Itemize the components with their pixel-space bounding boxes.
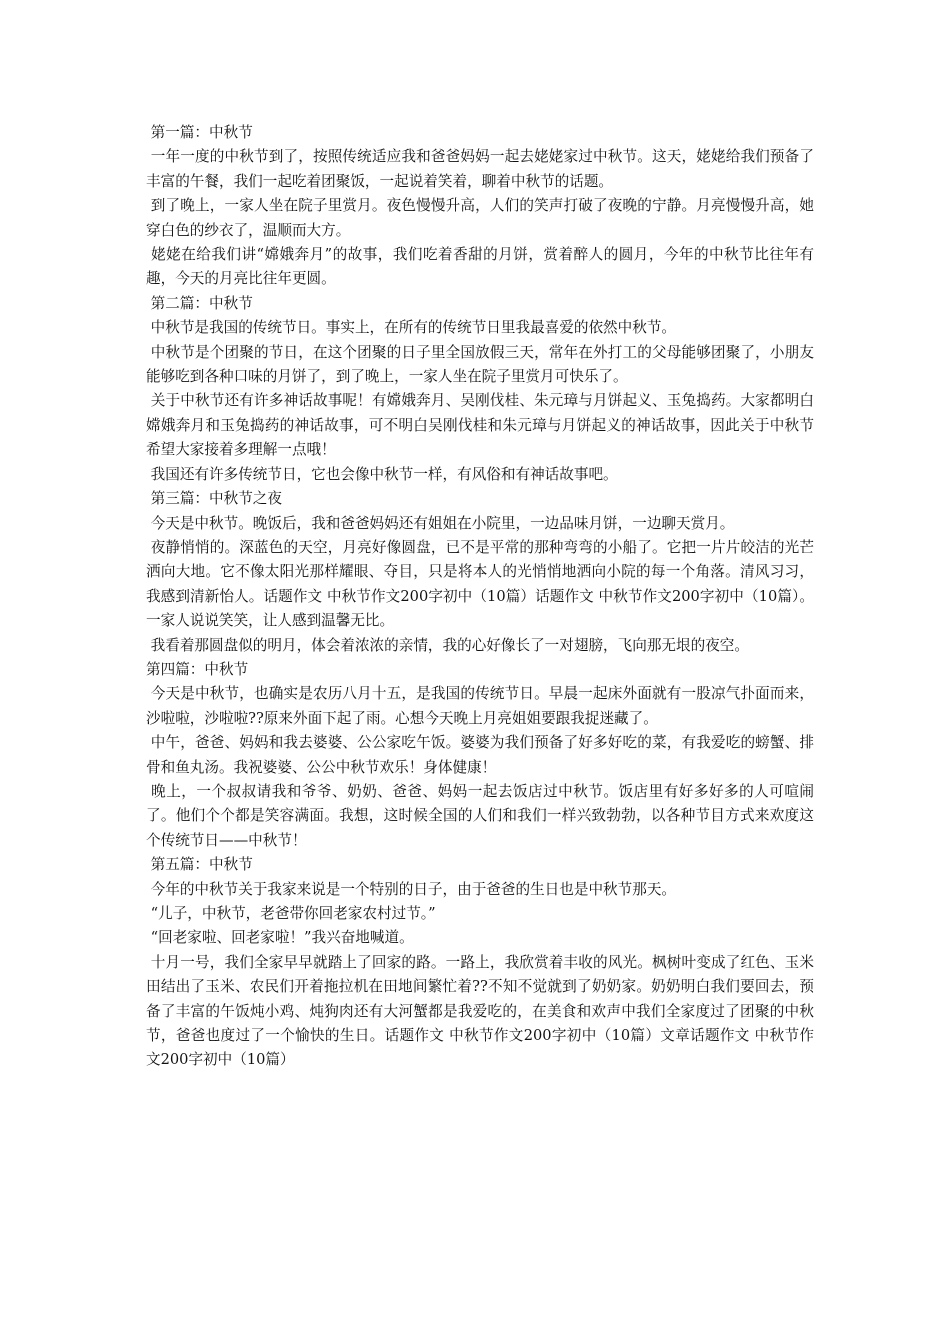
paragraph: 中秋节是个团聚的节日，在这个团聚的日子里全国放假三天，常年在外打工的父母能够团聚了，小朋友能够吃到各种口味的月饼了，到了晚上，一家人坐在院子里赏月可快乐了。	[146, 343, 814, 386]
paragraph: 我看着那圆盘似的明月，体会着浓浓的亲情，我的心好像长了一对翅膀，飞向那无垠的夜空。	[146, 636, 749, 654]
heading-essay-1: 第一篇：中秋节	[146, 124, 253, 141]
paragraph: 十月一号，我们全家早早就踏上了回家的路。一路上，我欣赏着丰收的风光。枫树叶变成了红色、玉米田结出了玉米、农民们开着拖拉机在田地间繁忙着??不知不觉就到了奶奶家。奶奶明白我们要回去，预备了丰富的午饭炖小鸡、炖狗肉还有大河蟹都是我爱吃的，在美食和欢声中我们全家度过了团聚的中秋节，爸爸也度过了一个愉快的生日。话题作文 中秋节作文200字初中（10篇）文章话题作文 中秋节作文200字初中（10篇）	[146, 953, 814, 1069]
paragraph: 中午，爸爸、妈妈和我去婆婆、公公家吃午饭。婆婆为我们预备了好多好吃的菜，有我爱吃的螃蟹、排骨和鱼丸汤。我祝婆婆、公公中秋节欢乐！身体健康！	[146, 734, 814, 776]
document-body	[146, 121, 814, 1073]
paragraph: 今年的中秋节关于我家来说是一个特别的日子，由于爸爸的生日也是中秋节那天。	[146, 880, 677, 898]
paragraph: 夜静悄悄的。深蓝色的天空，月亮好像圆盘，已不是平常的那种弯弯的小船了。它把一片片皎洁的光芒洒向大地。它不像太阳光那样耀眼、夺目，只是将本人的光悄悄地洒向小院的每一个角落。清风习习，我感到清新怡人。话题作文 中秋节作文200字初中（10篇）话题作文 中秋节作文200字初中（10篇）。一家人说说笑笑，让人感到温馨无比。	[146, 538, 814, 630]
heading-essay-4: 第四篇：中秋节	[146, 660, 249, 678]
paragraph: 关于中秋节还有许多神话故事呢！有嫦娥奔月、吴刚伐桂、朱元璋与月饼起义、玉兔捣药。大家都明白嫦娥奔月和玉兔捣药的神话故事，可不明白吴刚伐桂和朱元璋与月饼起义的神话故事，因此关于中秋节希望大家接着多理解一点哦！	[146, 392, 814, 459]
paragraph: 中秋节是我国的传统节日。事实上，在所有的传统节日里我最喜爱的依然中秋节。	[146, 319, 677, 337]
heading-essay-3: 第三篇：中秋节之夜	[146, 490, 282, 508]
paragraph: “儿子，中秋节，老爸带你回老家农村过节。”	[146, 905, 436, 922]
paragraph: 一年一度的中秋节到了，按照传统适应我和爸爸妈妈一起去姥姥家过中秋节。这天，姥姥给我们预备了丰富的午餐，我们一起吃着团聚饭，一起说着笑着，聊着中秋节的话题。	[146, 148, 814, 190]
paragraph: 我国还有许多传统节日，它也会像中秋节一样，有风俗和有神话故事吧。	[146, 465, 618, 483]
paragraph: “回老家啦、回老家啦！”我兴奋地喊道。	[146, 929, 414, 947]
heading-essay-2: 第二篇：中秋节	[146, 294, 253, 312]
paragraph: 姥姥在给我们讲“嫦娥奔月”的故事，我们吃着香甜的月饼，赏着醉人的圆月，今年的中秋节比往年有趣，今天的月亮比往年更圆。	[146, 246, 814, 288]
paragraph: 今天是中秋节，也确实是农历八月十五，是我国的传统节日。早晨一起床外面就有一股凉气扑面而来，沙啦啦，沙啦啦??原来外面下起了雨。心想今天晚上月亮姐姐要跟我捉迷藏了。	[146, 685, 814, 727]
paragraph: 今天是中秋节。晚饭后，我和爸爸妈妈还有姐姐在小院里，一边品味月饼，一边聊天赏月。	[146, 514, 735, 532]
paragraph: 到了晚上，一家人坐在院子里赏月。夜色慢慢升高，人们的笑声打破了夜晚的宁静。月亮慢慢升高，她穿白色的纱衣了，温顺而大方。	[146, 197, 814, 239]
heading-essay-5: 第五篇：中秋节	[146, 856, 253, 874]
paragraph: 晚上，一个叔叔请我和爷爷、奶奶、爸爸、妈妈一起去饭店过中秋节。饭店里有好多好多的人可喧闹了。他们个个都是笑容满面。我想，这时候全国的人们和我们一样兴致勃勃，以各种节目方式来欢度这个传统节日——中秋节！	[146, 782, 814, 849]
